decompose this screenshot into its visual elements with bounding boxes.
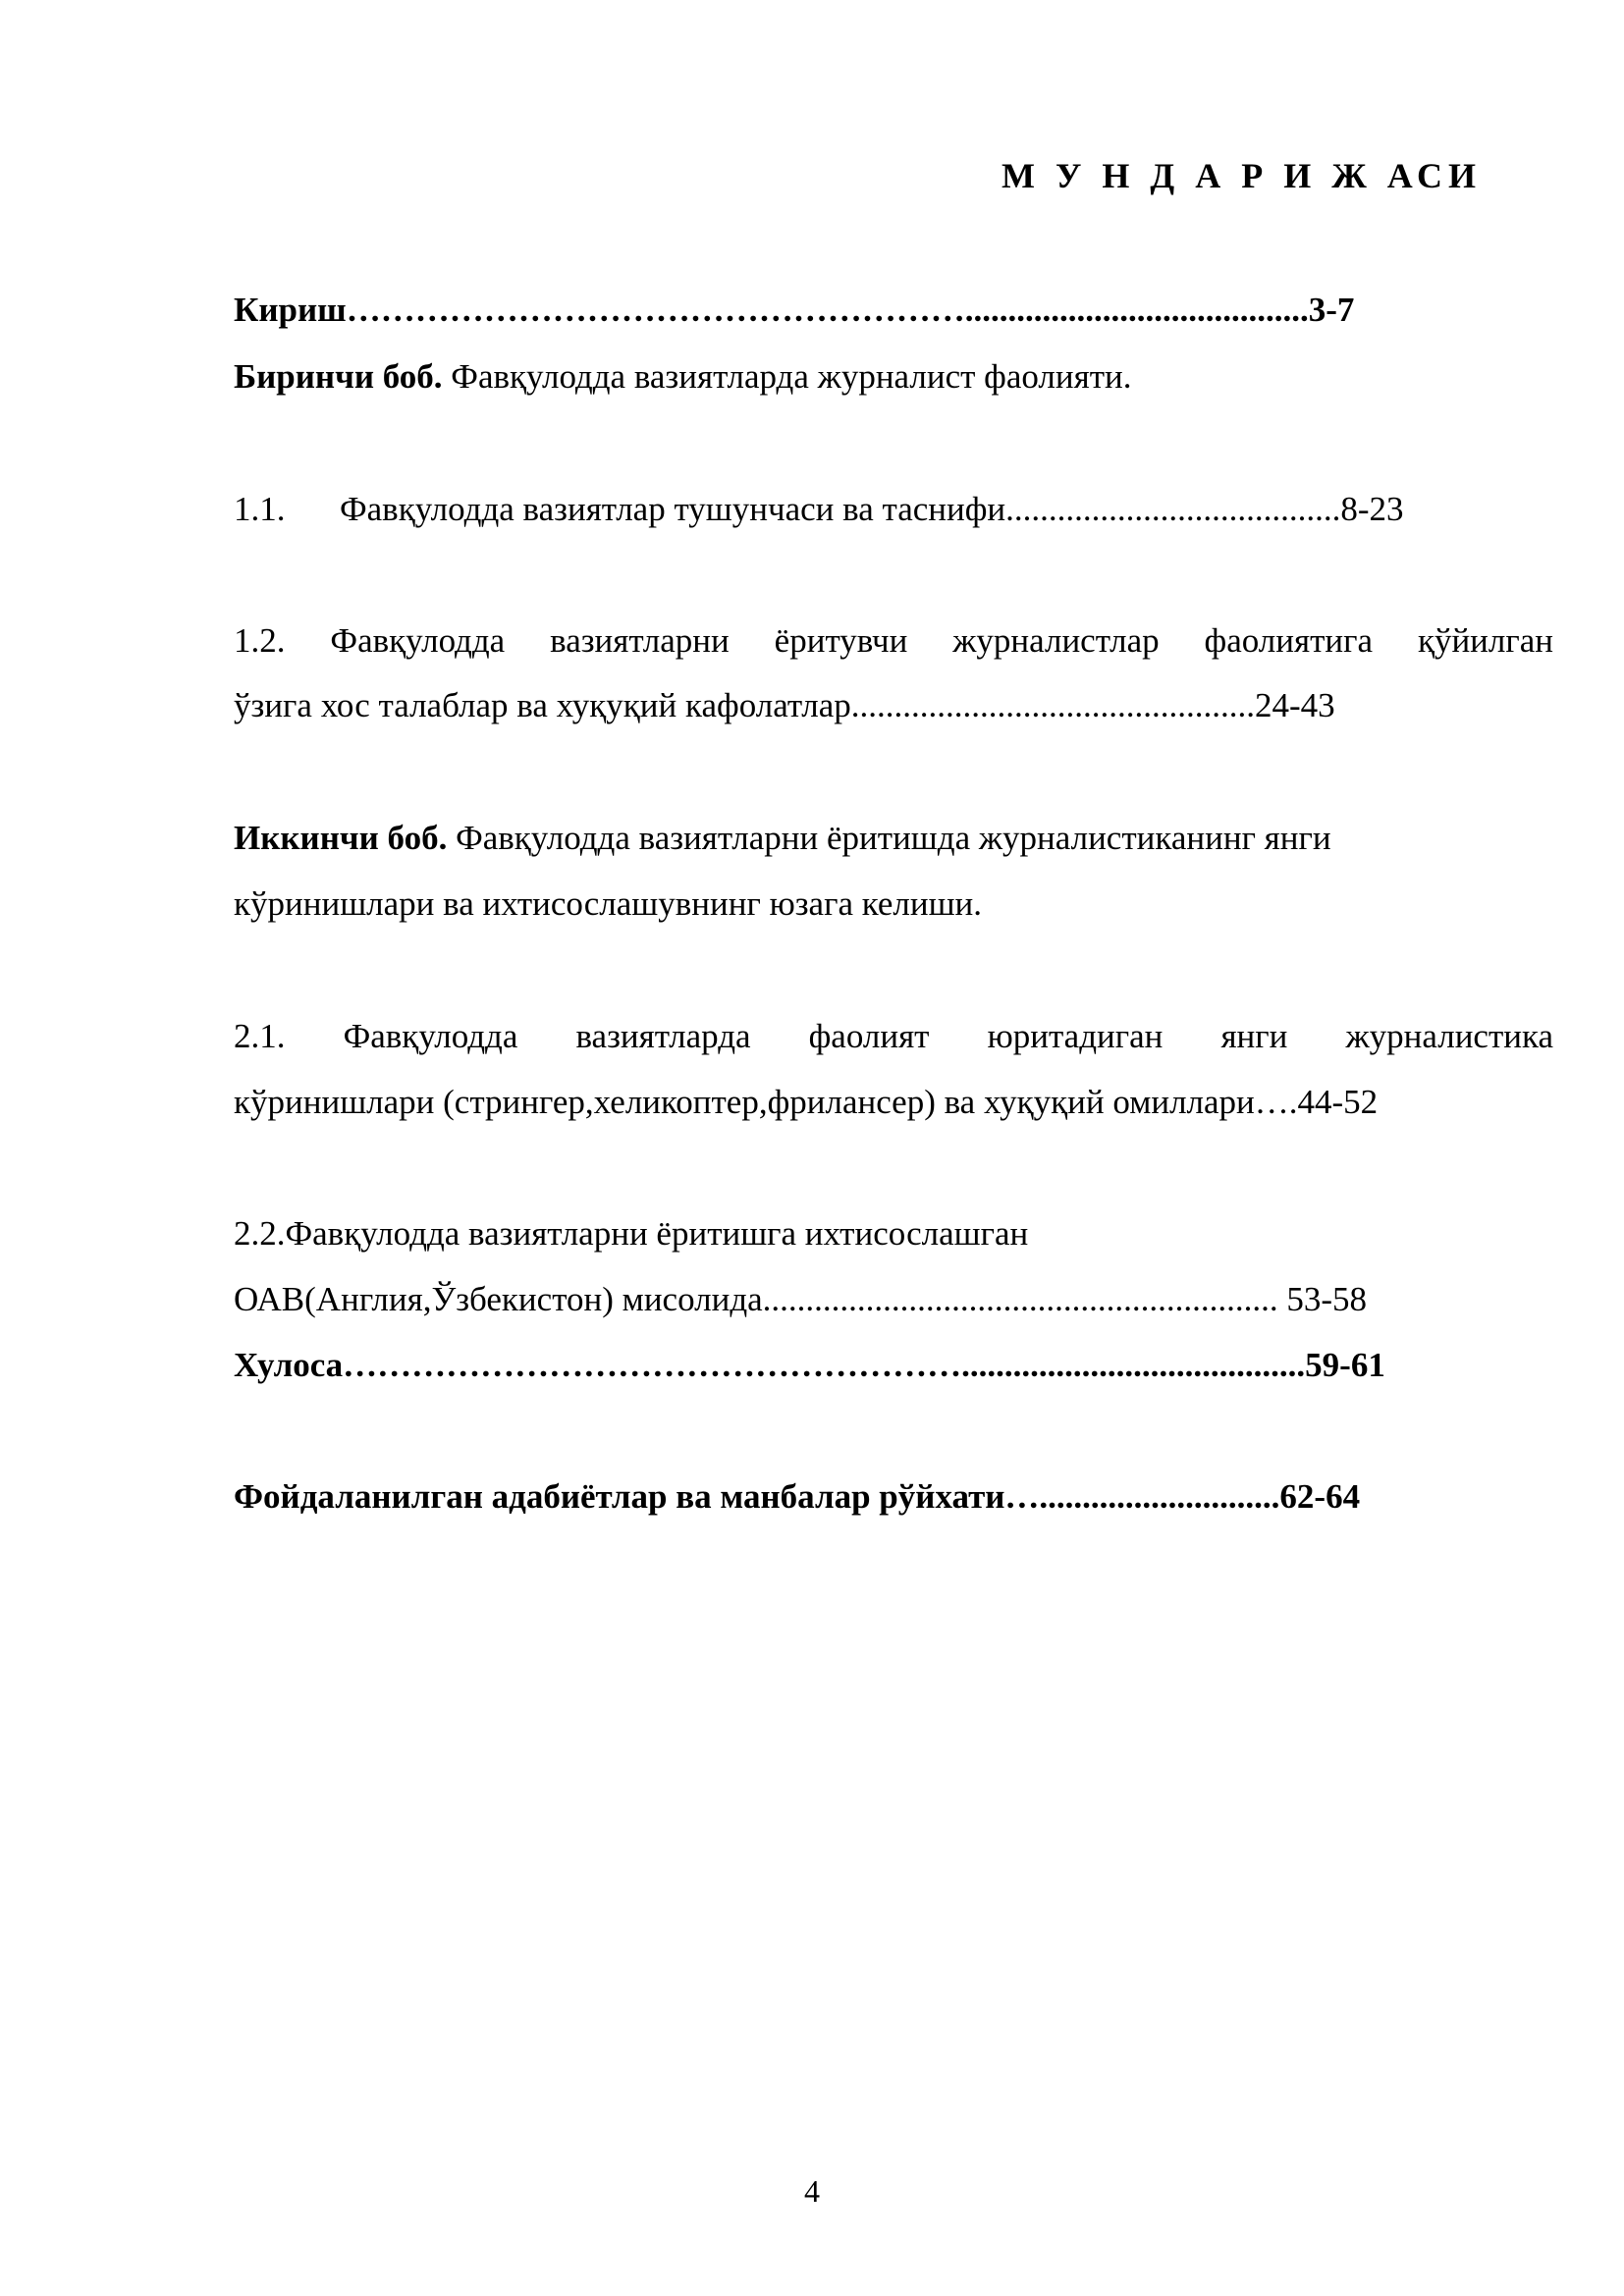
toc-entry-references: Фойдаланилган адабиётлар ва манбалар рўйхати…............................62-64	[234, 1477, 1361, 1516]
toc-entry-1-1	[234, 488, 1404, 531]
toc-entry-conclusion: Хулоса………………………………………………........................................59-61	[234, 1346, 1385, 1384]
toc-entry-1-2-line-1: 1.2. Фавқулодда вазиятларни ёритувчи журналистлар фаолиятига қўйилган	[234, 621, 1553, 660]
page-title: М У Н Д А Р И Ж АСИ	[1001, 156, 1482, 195]
toc-entry-2-2-line-2: ОАВ(Англия,Ўзбекистон) мисолида............................................................ 53-58	[234, 1280, 1368, 1318]
section-1-1-text: Фавқулодда вазиятлар тушунчаси ва таснифи.......................................8-23	[340, 490, 1404, 528]
toc-chapter-2-line-1	[234, 817, 1331, 860]
chapter-2-title: Фавқулодда вазиятларни ёритишда журналистиканинг янги	[447, 819, 1331, 857]
toc-entry-intro: Кириш………………………………………………........................................3-7	[234, 291, 1355, 329]
chapter-1-label: Биринчи боб.	[234, 357, 443, 396]
chapter-2-label: Иккинчи боб.	[234, 819, 448, 857]
chapter-1-title: Фавқулодда вазиятларда журналист фаолияти.	[442, 357, 1132, 396]
toc-chapter-2-line-2: кўринишлари ва ихтисослашувнинг юзага келиши.	[234, 884, 983, 923]
toc-entry-2-1-line-1: 2.1. Фавқулодда вазиятларда фаолият юритадиган янги журналистика	[234, 1017, 1553, 1055]
toc-entry-2-2-line-1: 2.2.Фавқулодда вазиятларни ёритишга ихтисослашган	[234, 1214, 1029, 1253]
toc-chapter-1	[234, 355, 1132, 399]
page-number: 4	[804, 2173, 820, 2209]
section-1-1-number: 1.1.	[234, 490, 286, 528]
toc-entry-2-1-line-2: кўринишлари (стрингер,хеликоптер,фрилансер) ва хуқуқий омиллари….44-52	[234, 1083, 1379, 1121]
toc-entry-1-2-line-2: ўзига хос талаблар ва хуқуқий кафолатлар...............................................24-43	[234, 686, 1335, 724]
